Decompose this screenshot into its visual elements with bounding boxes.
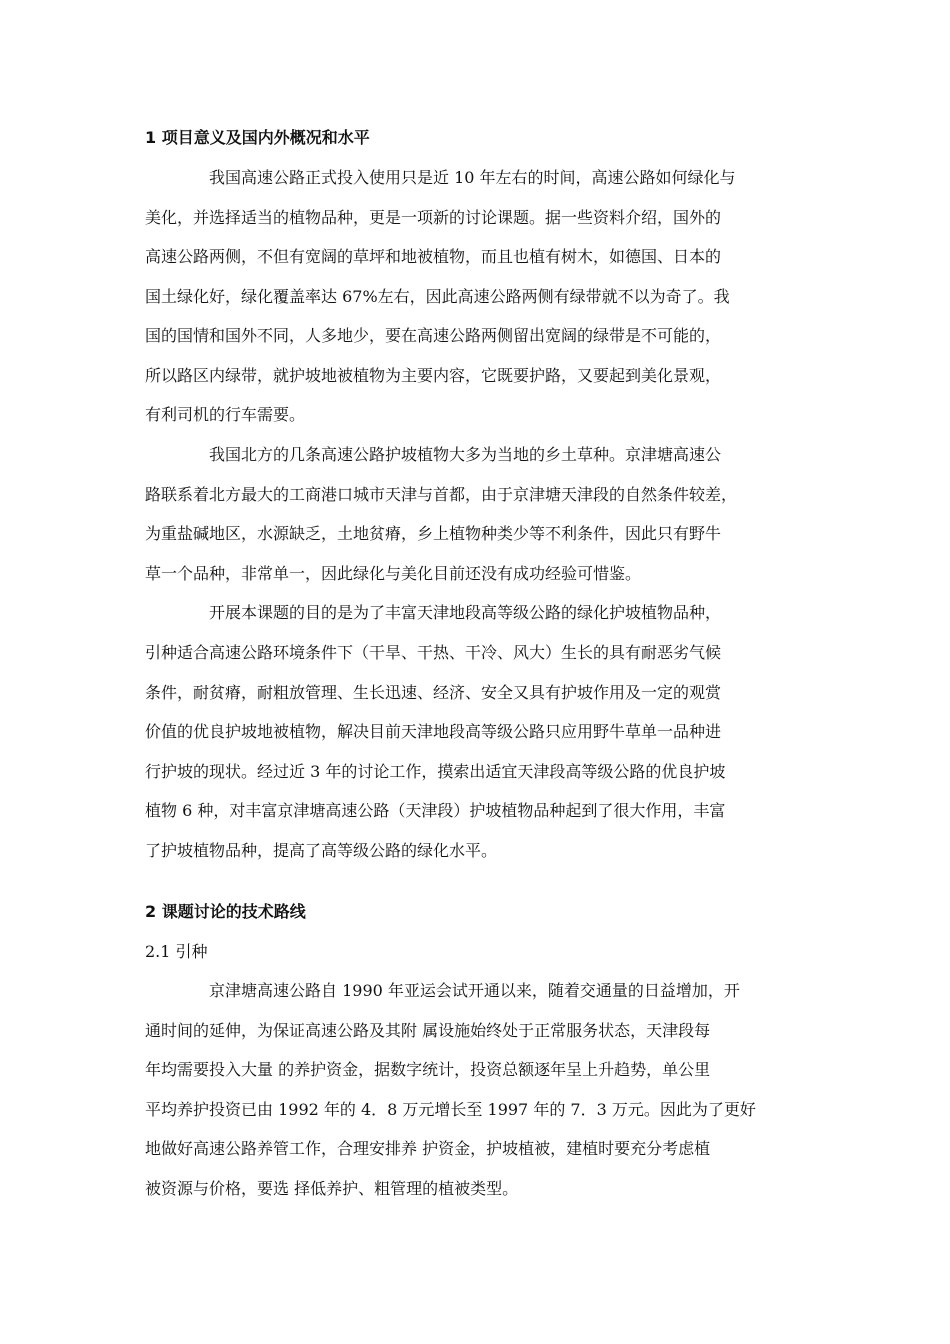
paragraph-line: 行护坡的现状。经过近 3 年的讨论工作，摸索出适宜天津段高等级公路的优良护坡 (145, 762, 726, 781)
paragraph-line: 通时间的延伸，为保证高速公路及其附 属设施始终处于正常服务状态，天津段每 (145, 1021, 711, 1040)
paragraph-line: 我国北方的几条高速公路护坡植物大多为当地的乡土草种。京津塘高速公 (209, 445, 722, 464)
paragraph-line: 有利司机的行车需要。 (145, 405, 306, 424)
section-1-heading: 1 项目意义及国内外概况和水平 (145, 128, 370, 147)
paragraph-line: 路联系着北方最大的工商港口城市天津与首都，由于京津塘天津段的自然条件较差， (145, 485, 738, 504)
paragraph-line: 开展本课题的目的是为了丰富天津地段高等级公路的绿化护坡植物品种， (209, 603, 722, 622)
paragraph-line: 我国高速公路正式投入使用只是近 10 年左右的时间，高速公路如何绿化与 (209, 168, 736, 187)
paragraph-line: 美化，并选择适当的植物品种，更是一项新的讨论课题。据一些资料介绍，国外的 (145, 208, 722, 227)
paragraph-line: 高速公路两侧，不但有宽阔的草坪和地被植物，而且也植有树木，如德国、日本的 (145, 247, 722, 266)
section-2-heading: 2 课题讨论的技术路线 (145, 902, 306, 921)
section-2-1-subheading: 2.1 引种 (145, 942, 208, 961)
paragraph-line: 了护坡植物品种，提高了高等级公路的绿化水平。 (145, 841, 498, 860)
paragraph-line: 为重盐碱地区，水源缺乏，土地贫瘠，乡上植物种类少等不利条件，因此只有野牛 (145, 524, 722, 543)
paragraph-line: 植物 6 种，对丰富京津塘高速公路（天津段）护坡植物品种起到了很大作用，丰富 (145, 801, 726, 820)
paragraph-line: 价值的优良护坡地被植物，解决目前天津地段高等级公路只应用野牛草单一品种进 (145, 722, 722, 741)
paragraph-line: 草一个品种，非常单一，因此绿化与美化目前还没有成功经验可惜鉴。 (145, 564, 642, 583)
paragraph-line: 条件，耐贫瘠，耐粗放管理、生长迅速、经济、安全又具有护坡作用及一定的观赏 (145, 683, 722, 702)
paragraph-line: 所以路区内绿带，就护坡地被植物为主要内容，它既要护路，又要起到美化景观， (145, 366, 722, 385)
paragraph-line: 年均需要投入大量 的养护资金，据数字统计，投资总额逐年呈上升趋势，单公里 (145, 1060, 711, 1079)
paragraph-line: 被资源与价格，要选 择低养护、粗管理的植被类型。 (145, 1179, 519, 1198)
paragraph-line: 平均养护投资已由 1992 年的 4．8 万元增长至 1997 年的 7．3 万元。因此为了更好 (145, 1100, 756, 1119)
paragraph-line: 引种适合高速公路环境条件下（干旱、干热、干冷、风大）生长的具有耐恶劣气候 (145, 643, 722, 662)
paragraph-line: 京津塘高速公路自 1990 年亚运会试开通以来，随着交通量的日益增加，开 (209, 981, 740, 1000)
paragraph-line: 国的国情和国外不同，人多地少，要在高速公路两侧留出宽阔的绿带是不可能的， (145, 326, 722, 345)
paragraph-line: 地做好高速公路养管工作，合理安排养 护资金，护坡植被，建植时要充分考虑植 (145, 1139, 711, 1158)
paragraph-line: 国土绿化好，绿化覆盖率达 67%左右，因此高速公路两侧有绿带就不以为奇了。我 (145, 287, 730, 306)
